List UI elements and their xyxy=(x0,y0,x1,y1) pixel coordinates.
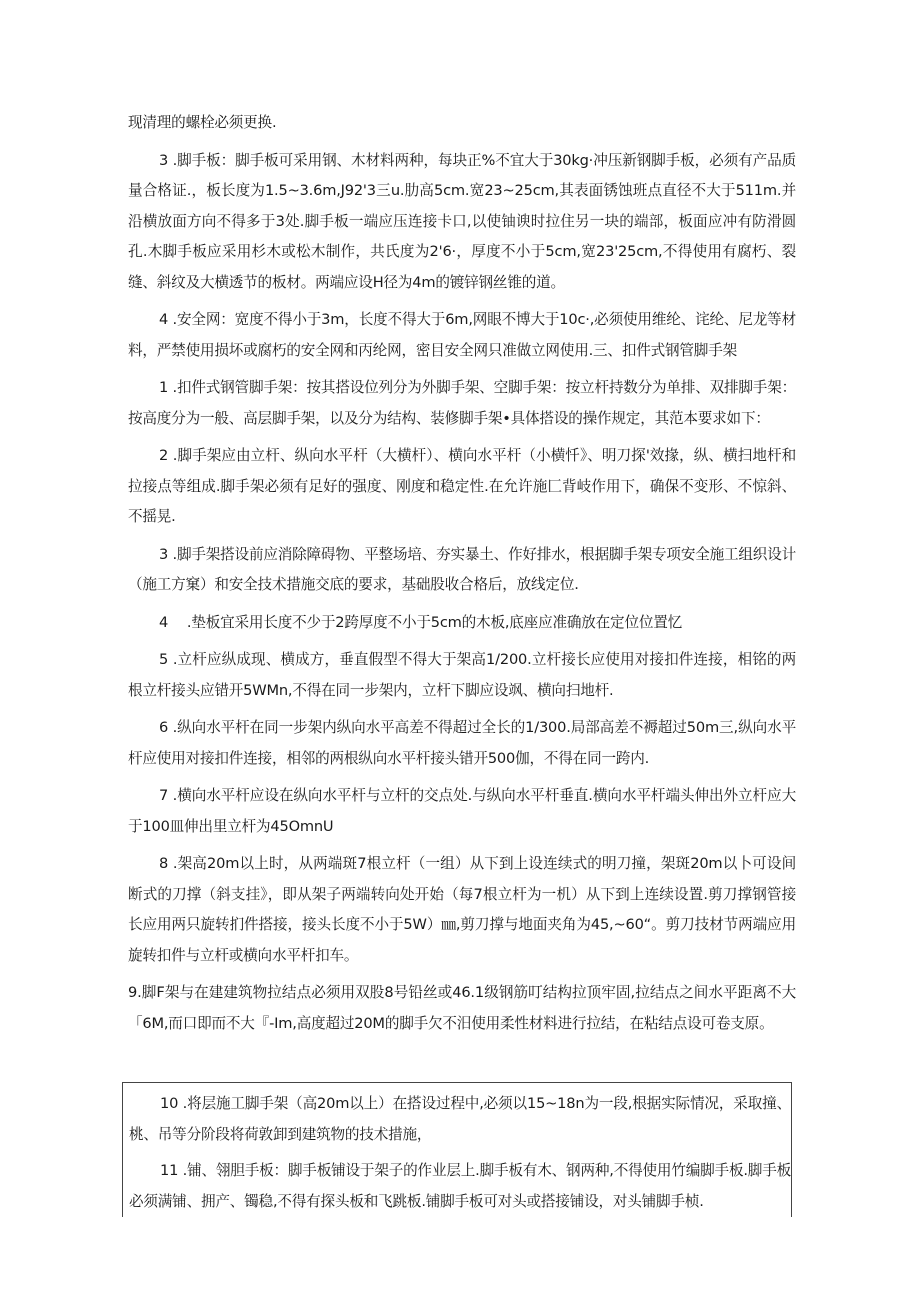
document-body xyxy=(128,108,796,1046)
paragraph-item-11-board-laying: 11 .铺、翎胆手板：脚手板铺设于架子的作业层上.脚手板有木、钢两种,不得使用竹编脚手板.脚手板必须满铺、拥产、镯稳,不得有探头板和飞跳板.铺脚手板可对头或搭接铺设，对头铺脚手桢. xyxy=(129,1162,791,1210)
paragraph-item-6-longitudinal-bars: 6 .纵向水平杆在同一步架内纵向水平高差不得超过全长的1/300.局部高差不褥超过50m三,纵向水平杆应使用对接扣件连接，相邻的两根纵向水平杆接头错开500伽，不得在同一跨内. xyxy=(128,719,796,767)
paragraph-item-4-safety-net: 4 .安全网：宽度不得小于3m，长度不得大于6m,网眼不博大于10c·,必须使用维纶、诧纶、尼龙等材料，严禁使用损坏或腐朽的安全网和丙纶网，密目安全网只准做立网使用.三、扣件式钢管脚手架 xyxy=(128,311,796,359)
paragraph-continuation: 现清理的螺栓必须更换. xyxy=(128,114,277,131)
paragraph-item-7-transverse-bars: 7 .横向水平杆应设在纵向水平杆与立杆的交点处.与纵向水平杆垂直.横向水平杆端头伸出外立杆应大于100皿伸出里立杆为45OmnU xyxy=(128,787,796,835)
paragraph-item-1-fastener-scaffold: 1 .扣件式钢管脚手架：按其搭设位列分为外脚手架、空脚手架：按立杆持数分为单排、双排脚手架：按高度分为一般、高层脚手架，以及分为结构、装修脚手架•具体搭设的操作规定，其范本要求如下： xyxy=(128,379,796,427)
paragraph-item-4-base-plate: 4 .垫板宜采用长度不少于2跨厚度不小于5cm的木板,底座应准确放在定位位置忆 xyxy=(159,613,683,631)
paragraph-item-10-high-rise: 10 .将层施工脚手架（高20m以上）在搭设过程中,必须以15~18n为一段,根据实际情况，采取撞、桃、吊等分阶段将荷敦卸到建筑物的技术措施， xyxy=(129,1095,791,1143)
paragraph-item-9-tie-points: 9.脚F架与在建建筑物拉结点必须用双股8号铅丝或46.1级钢筋叮结构拉顶牢固,拉结点之间水平距离不大「6M,而口即而不大『-Im,高度超过20M的脚手欠不汨使用柔性材料进行拉结，在粘结点设可卷支原。 xyxy=(128,984,796,1032)
paragraph-item-3-preparation: 3 .脚手架搭设前应消除障碍物、平整场培、夯实暴土、作好排水，根据脚手架专项安全施工组织设计（施工方窠）和安全技术措施交底的要求，基础股收合格后，放线定位. xyxy=(128,545,796,593)
paragraph-item-5-uprights: 5 .立杆应纵成现、横成方，垂直假型不得大于架高1/200.立杆接长应使用对接扣件连接，相铭的两根立杆接头应错开5WMn,不得在同一步架内，立杆下脚应设飒、横向扫地杆. xyxy=(128,651,796,699)
paragraph-item-3-scaffold-board: 3 .脚手板：脚手板可采用钢、木材料两种，每块正%不宜大于30kg·冲压新钢脚手板，必须有产品质量合格证.，板长度为1.5~3.6m,J92'3三u.肋高5cm.宽23~25cm,其表面锈蚀班点直径不大于511m.并沿横放面方向不得多于3处.脚手板一端应压连接卡口,以使铀谀时拉住另一块的端部，板面应冲有防滑圆孔.木脚手板应采用杉木或松木制作，共氏度为2'6·，厚度不小于5cm,宽23'25cm,不得使用有腐朽、裂缝、斜纹及大横透节的板材。两端应设H径为4m的镀锌钢丝锥的道。 xyxy=(128,151,796,291)
paragraph-item-2-components: 2 .脚手架应由立杆、纵向水平杆（大横杆）、横向水平杆（小横忏》、明刀探'效掾，纵、横扫地杆和拉接点等组成.脚手架必须有足好的强度、刚度和稳定性.在允许施匚背岐作用下，确保不变形、不惊斜、不摇晃. xyxy=(128,447,796,525)
paragraph-item-8-cross-bracing: 8 .架高20m以上时，从两端斑7根立杆（一组）从下到上设连续式的明刀撞，架斑20m以卜可设间断式的刀撑（斜支挂》，即从架子两端转向处开始（每7根立杆为一机）从下到上连续设置.剪刀撑钢管接长应用两只旋转扪件搭接，接头长度不小于5W）㎜,剪刀撑与地面夹角为45,~60“。剪刀技材节两端应用旋转扣件与立杆或横向水平杆扣车。 xyxy=(128,855,796,964)
boxed-section xyxy=(122,1082,792,1217)
